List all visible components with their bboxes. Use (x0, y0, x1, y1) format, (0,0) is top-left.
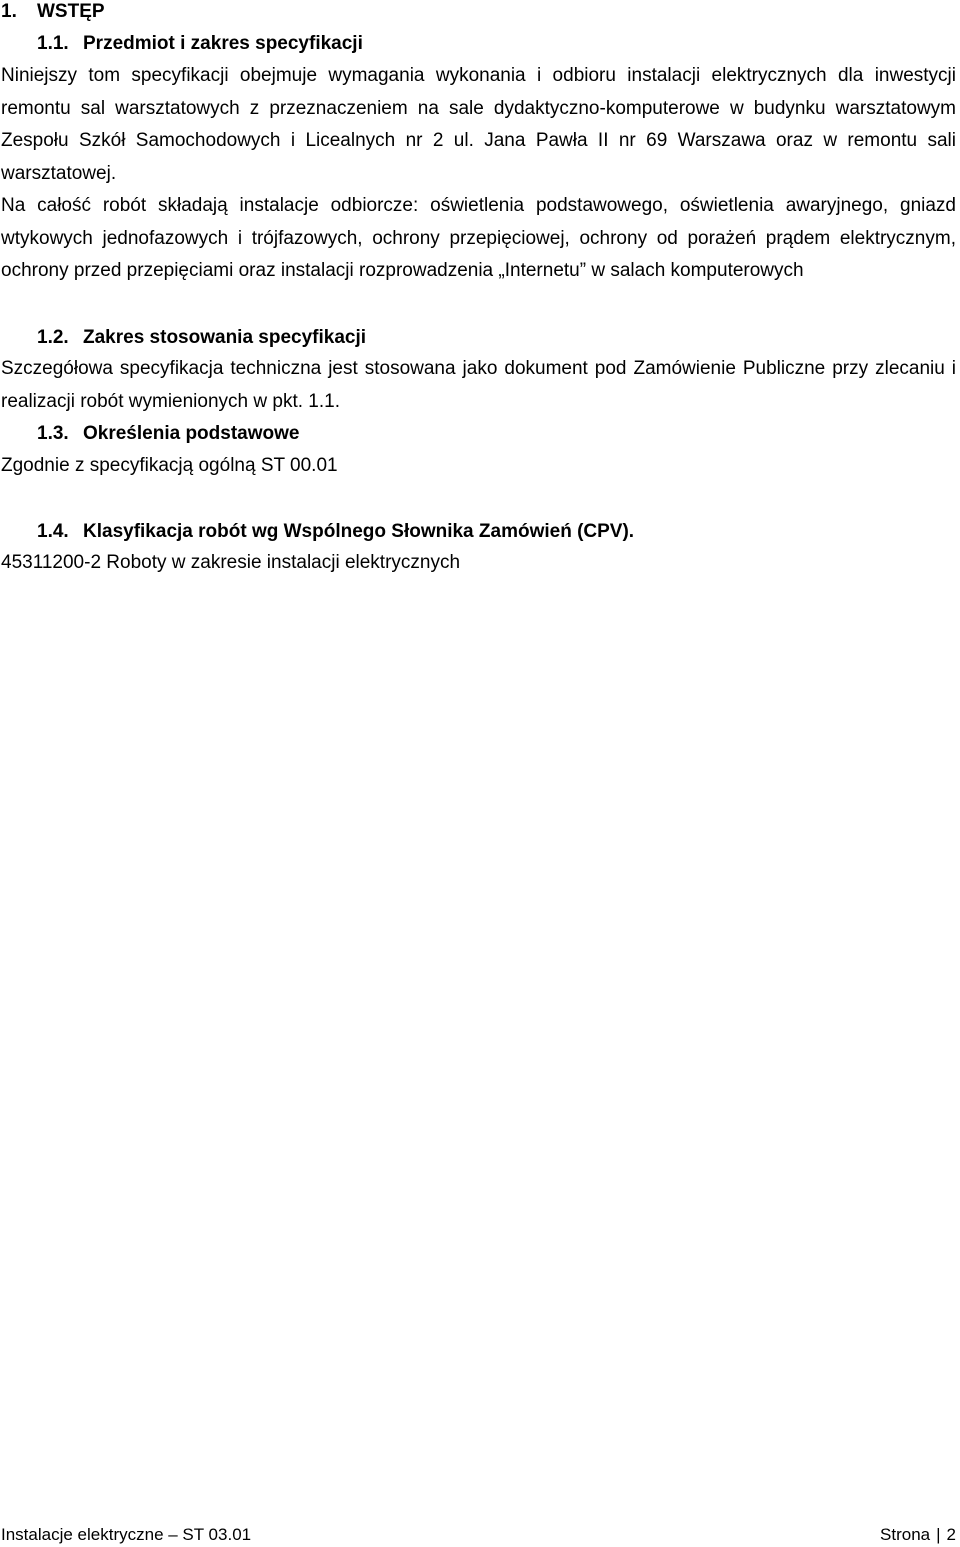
section-1-3-heading (37, 422, 299, 446)
section-1-4-number: 1.4. (37, 521, 69, 542)
footer-page-label: Strona (880, 1525, 931, 1544)
section-1-1-paragraph-2: Na całość robót składają instalacje odbiorcze: oświetlenia podstawowego, oświetlenia awaryjnego, gniazd wtykowych jednofazowych i trójfazowych, ochrony przepięciowej, ochrony od porażeń prądem elektrycznym, ochrony przed przepięciami oraz instalacji rozprowadzenia „Internetu” w salach komputerowych (1, 195, 956, 281)
section-1-4-title: Klasyfikacja robót wg Wspólnego Słownika Zamówień (CPV). (83, 521, 635, 542)
section-1-1-paragraph-1: Niniejszy tom specyfikacji obejmuje wymagania wykonania i odbioru instalacji elektrycznych dla inwestycji remontu sal warsztatowych z przeznaczeniem na sale dydaktyczno-komputerowe w budynku warsztatowym Zespołu Szkół Samochodowych i Licealnych nr 2 ul. Jana Pawła II nr 69 Warszawa oraz w remontu sali warsztatowej. (1, 65, 956, 184)
section-1-2-number: 1.2. (37, 327, 69, 348)
section-1-4-paragraph: 45311200-2 Roboty w zakresie instalacji elektrycznych (1, 552, 461, 573)
footer-separator: | (936, 1525, 941, 1544)
section-1-title: WSTĘP (37, 1, 105, 22)
section-1-3-title: Określenia podstawowe (83, 423, 300, 444)
section-1-4-heading (37, 520, 634, 544)
section-1-1-title: Przedmiot i zakres specyfikacji (83, 33, 363, 54)
section-1-2-paragraph: Szczegółowa specyfikacja techniczna jest stosowana jako dokument pod Zamówienie Publiczne przy zlecaniu i realizacji robót wymienionych w pkt. 1.1. (1, 358, 956, 412)
footer-document-title: Instalacje elektryczne – ST 03.01 (1, 1525, 252, 1544)
footer-page-number: 2 (946, 1525, 956, 1544)
footer-page-indicator (880, 1525, 956, 1545)
section-1-3-number: 1.3. (37, 423, 69, 444)
section-1-2-title: Zakres stosowania specyfikacji (83, 327, 367, 348)
section-1-heading (1, 0, 105, 24)
section-1-3-paragraph: Zgodnie z specyfikacją ogólną ST 00.01 (1, 455, 338, 476)
section-1-2-heading (37, 326, 366, 350)
section-1-1-heading (37, 32, 363, 56)
section-1-1-number: 1.1. (37, 33, 69, 54)
section-1-number: 1. (1, 1, 17, 22)
